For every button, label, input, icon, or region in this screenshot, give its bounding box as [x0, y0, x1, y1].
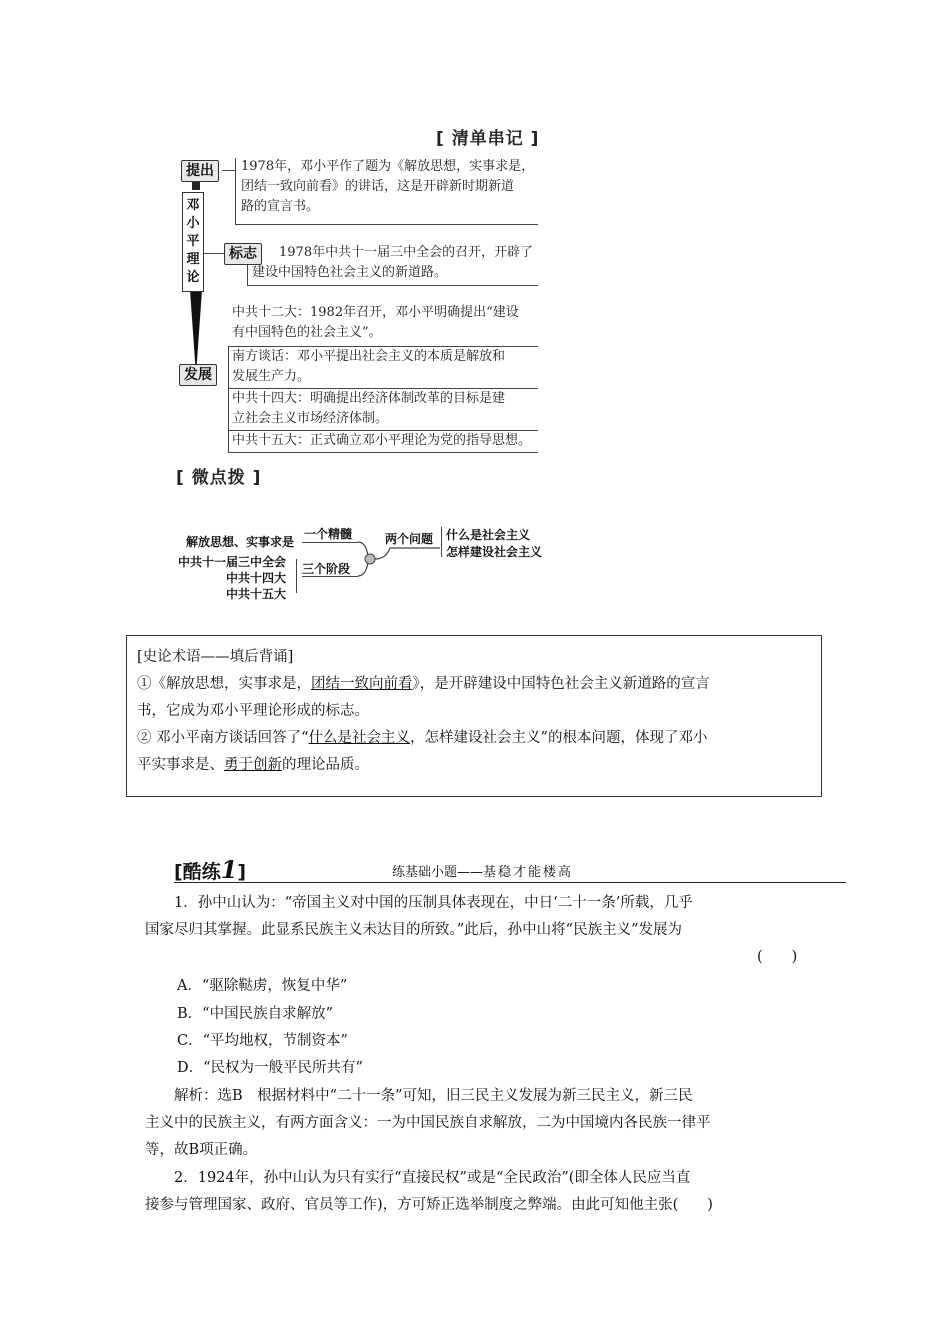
q1-answer-paren: ( ): [757, 949, 798, 965]
propose-text: 1978年，邓小平作了题为《解放思想，实事求是， 团结一致向前看》的讲话，这是开辟新时期新道 路的宣言书。: [241, 159, 535, 214]
terms-item-1: ①《解放思想，实事求是，团结一致向前看》，是开辟建设中国特色社会主义新道路的宣言: [137, 676, 710, 692]
develop-item-3: 中共十四大：明确提出经济体制改革的目标是建 立社会主义市场经济体制。: [232, 391, 506, 426]
tip-header: [ 微点拨 ]: [176, 468, 262, 488]
question-1: 什么是社会主义: [446, 528, 531, 542]
questions-label: 两个问题: [385, 532, 434, 546]
develop-label: 发展: [179, 364, 217, 386]
practice-label: 酷练: [182, 861, 221, 883]
q1-stem: 1．孙中山认为：“帝国主义对中国的压制具体表现在，中日‘二十一条’所载，几乎: [174, 895, 693, 911]
blank-1: 团结一致向前看: [311, 676, 413, 692]
terms-box: [史论术语——填后背诵] ①《解放思想，实事求是，团结一致向前看》，是开辟建设中国特色社会主义新道路的宣言 书，它成为邓小平理论形成的标志。 ② 邓小平南方谈话回答了“什么是社会主义，怎样建设社会主义”的根本问题，体现了邓小 平实事求是、勇于创新的理论品质。: [126, 635, 822, 797]
propose-label: 提出: [181, 160, 219, 182]
develop-item-1: 中共十二大：1982年召开，邓小平明确提出“建设 有中国特色的社会主义”。: [232, 305, 519, 340]
stages-label: 三个阶段: [302, 562, 351, 576]
q1-option-a: A．“驱除鞑虏，恢复中华”: [177, 978, 348, 994]
q1-option-d: D．“民权为一般平民所共有”: [177, 1060, 363, 1076]
q1-option-b: B．“中国民族自求解放”: [177, 1006, 333, 1022]
q1-analysis: 解析：选B 根据材料中“二十一条”可知，旧三民主义发展为新三民主义，新三民: [174, 1088, 693, 1104]
essence-source: 解放思想、实事求是: [186, 535, 295, 549]
terms-item-2: ② 邓小平南方谈话回答了“什么是社会主义，怎样建设社会主义”的根本问题，体现了邓小: [137, 730, 708, 746]
vertical-title: 邓 小 平 理 论: [182, 192, 204, 292]
stage-3: 中共十五大: [226, 587, 287, 601]
develop-item-4: 中共十五大：正式确立邓小平理论为党的指导思想。: [232, 433, 532, 448]
mark-label: 标志: [224, 243, 262, 265]
q2-stem: 2．1924年，孙中山认为只有实行“直接民权”或是“全民政治”(即全体人民应当直: [174, 1170, 691, 1186]
blank-2: 什么是社会主义: [308, 730, 411, 746]
mark-text: 1978年中共十一届三中全会的召开，开辟了 建设中国特色社会主义的新道路。: [252, 245, 534, 280]
develop-item-2: 南方谈话：邓小平提出社会主义的本质是解放和 发展生产力。: [232, 349, 506, 384]
blank-3: 勇于创新: [224, 757, 282, 773]
q1-option-c: C．“平均地权，节制资本”: [177, 1033, 348, 1049]
essence-label: 一个精髓: [304, 527, 353, 541]
practice-motto: 基稳才能楼高: [483, 865, 574, 880]
stage-2: 中共十四大: [226, 571, 287, 585]
practice-sub: 练基础小题: [392, 865, 458, 880]
stage-1: 中共十一届三中全会: [178, 555, 287, 569]
summary-header: [ 清单串记 ]: [436, 129, 540, 149]
terms-title: [史论术语——填后背诵]: [137, 649, 294, 665]
question-2: 怎样建设社会主义: [446, 545, 543, 559]
